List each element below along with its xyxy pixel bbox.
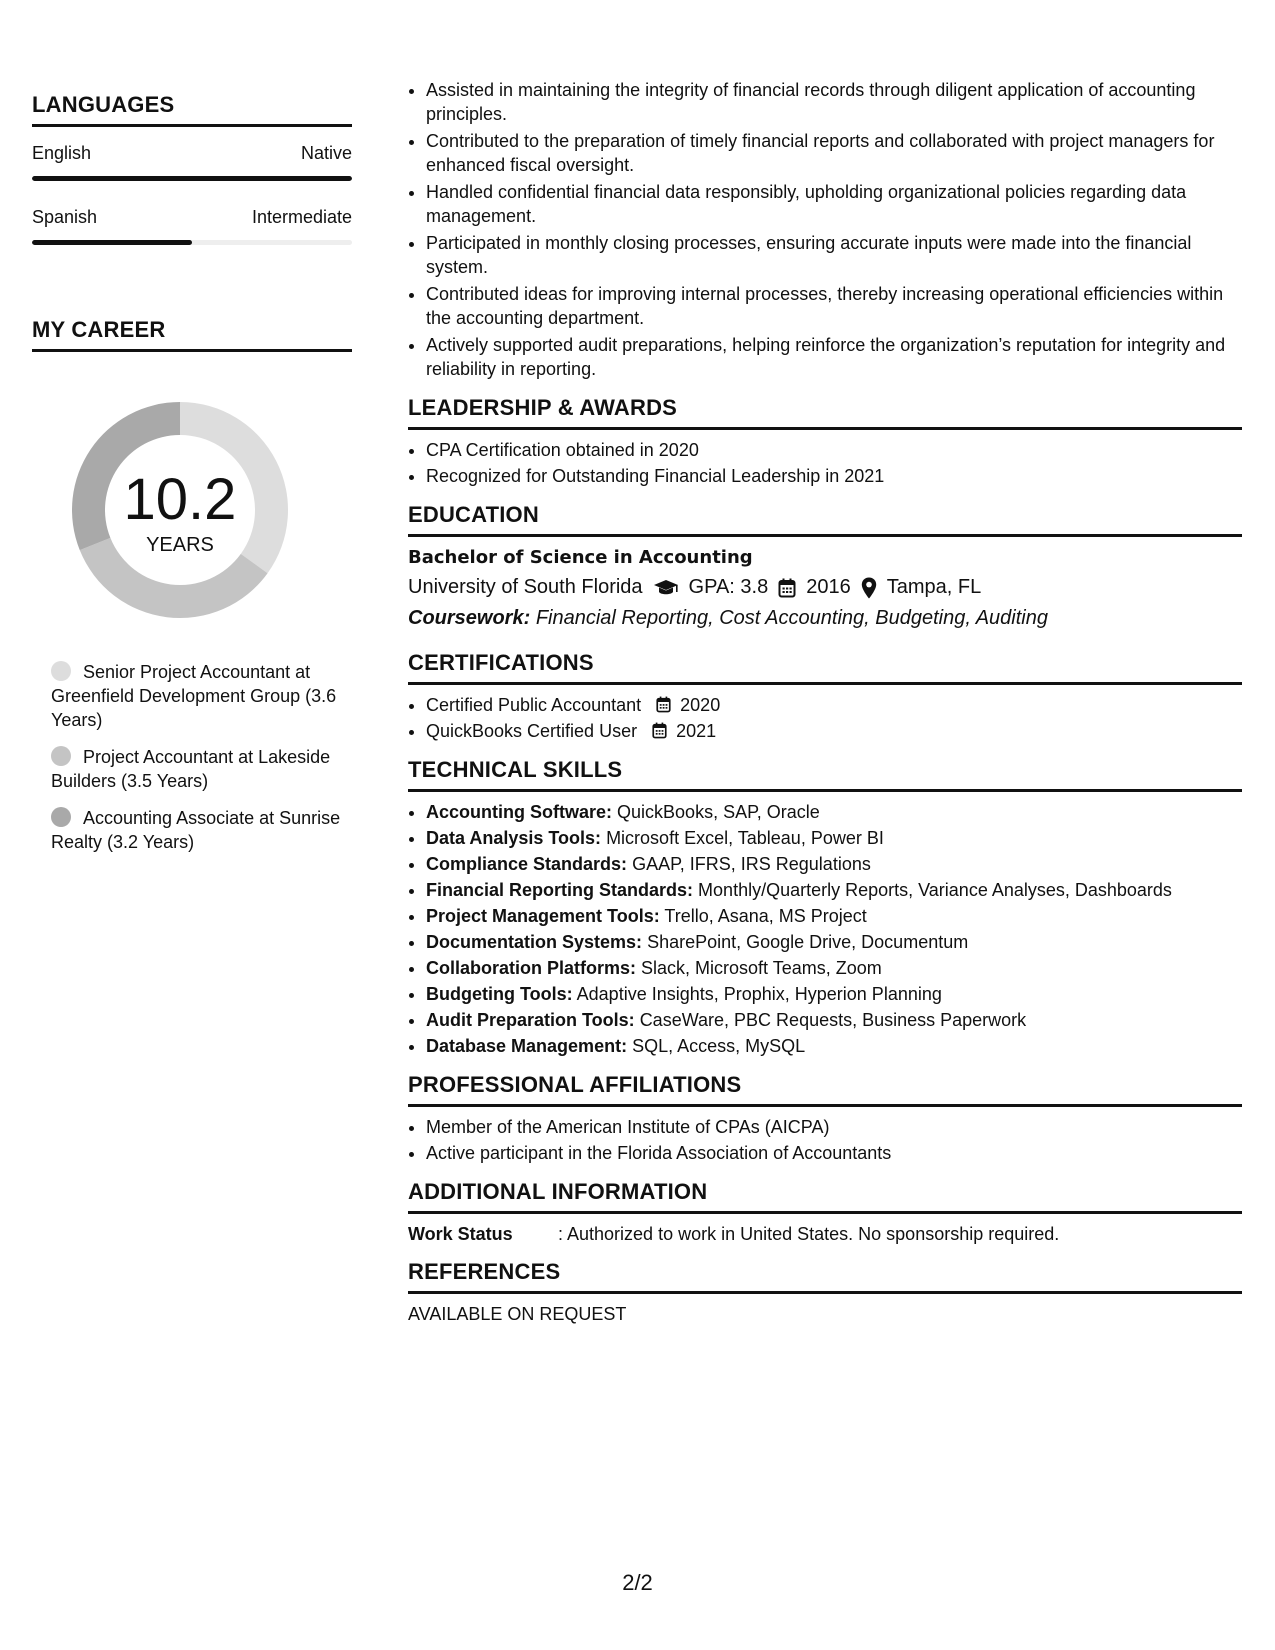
skill-value: Monthly/Quarterly Reports, Variance Analyses, Dashboards	[698, 880, 1172, 900]
page-number: 2/2	[622, 1570, 653, 1595]
coursework-list: Financial Reporting, Cost Accounting, Budgeting, Auditing	[535, 607, 1048, 629]
leadership-title: LEADERSHIP & AWARDS	[408, 395, 1242, 430]
career-legend	[32, 660, 352, 854]
experience-bullet: • Contributed ideas for improving internal processes, thereby increasing operational efficiencies within the accounting department.	[426, 282, 1242, 330]
language-item	[32, 143, 352, 181]
skill-value: Adaptive Insights, Prophix, Hyperion Planning	[576, 984, 942, 1004]
legend-dot-icon	[51, 661, 71, 681]
work-status	[408, 1224, 1242, 1245]
leadership-item: • CPA Certification obtained in 2020	[426, 438, 1242, 462]
skill-item	[426, 852, 1242, 876]
map-pin-icon	[861, 577, 877, 599]
skill-item	[426, 878, 1242, 902]
coursework	[408, 607, 1242, 630]
certification-name: QuickBooks Certified User	[426, 721, 638, 741]
legend-dot-icon	[51, 807, 71, 827]
career-legend-item	[51, 660, 352, 732]
certification-item	[426, 719, 1242, 743]
leadership-list	[408, 438, 1242, 488]
graduation-cap-icon	[653, 579, 679, 597]
career-donut-chart	[66, 396, 294, 624]
experience-bullet: • Assisted in maintaining the integrity of financial records through diligent application of accounting principles.	[426, 78, 1242, 126]
education-section	[408, 502, 1242, 630]
skill-item	[426, 982, 1242, 1006]
education-title: EDUCATION	[408, 502, 1242, 537]
certification-item	[426, 693, 1242, 717]
calendar-icon	[778, 578, 796, 598]
leadership-item: • Recognized for Outstanding Financial Leadership in 2021	[426, 464, 1242, 488]
gpa: GPA: 3.8	[688, 576, 769, 598]
skill-item	[426, 956, 1242, 980]
skill-value: QuickBooks, SAP, Oracle	[617, 802, 820, 822]
skill-label: Documentation Systems:	[426, 932, 643, 952]
affiliations-list	[408, 1115, 1242, 1165]
additional-info-title: ADDITIONAL INFORMATION	[408, 1179, 1242, 1214]
right-column	[408, 78, 1242, 1325]
career-legend-label: Accounting Associate at Sunrise Realty (3.2 Years)	[51, 808, 341, 852]
skill-value: GAAP, IFRS, IRS Regulations	[632, 854, 871, 874]
education-details	[408, 576, 1242, 599]
career-legend-label: Senior Project Accountant at Greenfield Development Group (3.6 Years)	[51, 662, 337, 730]
references-text: AVAILABLE ON REQUEST	[408, 1304, 627, 1324]
education-location: Tampa, FL	[886, 576, 982, 598]
certification-name: Certified Public Accountant	[426, 695, 642, 715]
certifications-list	[408, 693, 1242, 743]
skills-list	[408, 800, 1242, 1058]
language-level: Intermediate	[251, 207, 352, 227]
language-level: Native	[300, 143, 352, 163]
skill-label: Budgeting Tools:	[426, 984, 573, 1004]
skill-item	[426, 930, 1242, 954]
language-proficiency-bar	[32, 176, 352, 181]
skill-value: SharePoint, Google Drive, Documentum	[647, 932, 969, 952]
calendar-icon	[652, 722, 667, 739]
additional-info-section	[408, 1179, 1242, 1245]
work-status-value: : Authorized to work in United States. No sponsorship required.	[558, 1224, 1060, 1244]
experience-bullet: • Handled confidential financial data responsibly, upholding organizational policies regarding data management.	[426, 180, 1242, 228]
career-legend-item	[51, 745, 352, 793]
skill-label: Project Management Tools:	[426, 906, 660, 926]
skill-value: Microsoft Excel, Tableau, Power BI	[606, 828, 884, 848]
experience-bullet: • Participated in monthly closing processes, ensuring accurate inputs were made into the financial system.	[426, 231, 1242, 279]
skill-item	[426, 1008, 1242, 1032]
degree-title: Bachelor of Science in Accounting	[408, 547, 753, 568]
references-title: REFERENCES	[408, 1259, 1242, 1294]
left-column	[32, 92, 352, 867]
skill-item	[426, 1034, 1242, 1058]
skill-label: Collaboration Platforms:	[426, 958, 637, 978]
career-legend-item	[51, 806, 352, 854]
languages-title: LANGUAGES	[32, 92, 352, 127]
career-total-years: 10.2	[123, 467, 237, 532]
leadership-section	[408, 395, 1242, 488]
language-name: English	[32, 143, 92, 163]
language-item	[32, 207, 352, 245]
certification-year: 2021	[676, 721, 717, 741]
work-status-label: Work Status	[408, 1224, 513, 1244]
affiliations-title: PROFESSIONAL AFFILIATIONS	[408, 1072, 1242, 1107]
references-section	[408, 1259, 1242, 1325]
school-name: University of South Florida	[408, 576, 643, 598]
skill-value: Trello, Asana, MS Project	[664, 906, 867, 926]
skill-label: Accounting Software:	[426, 802, 613, 822]
skill-value: SQL, Access, MySQL	[632, 1036, 806, 1056]
skill-label: Database Management:	[426, 1036, 628, 1056]
language-name: Spanish	[32, 207, 98, 227]
language-proficiency-bar	[32, 240, 352, 245]
experience-bullet: • Actively supported audit preparations, helping reinforce the organization’s reputation for integrity and reliability in reporting.	[426, 333, 1242, 381]
career-total-unit: YEARS	[146, 534, 214, 556]
affiliations-section	[408, 1072, 1242, 1165]
skill-label: Compliance Standards:	[426, 854, 628, 874]
certifications-title: CERTIFICATIONS	[408, 650, 1242, 685]
experience-bullet: • Contributed to the preparation of timely financial reports and collaborated with project managers for enhanced fiscal oversight.	[426, 129, 1242, 177]
career-title: MY CAREER	[32, 317, 352, 352]
skill-label: Audit Preparation Tools:	[426, 1010, 635, 1030]
skills-title: TECHNICAL SKILLS	[408, 757, 1242, 792]
skill-item	[426, 800, 1242, 824]
skill-item	[426, 904, 1242, 928]
language-proficiency-fill	[32, 176, 352, 181]
career-legend-label: Project Accountant at Lakeside Builders (3.5 Years)	[51, 747, 331, 791]
language-proficiency-fill	[32, 240, 192, 245]
skill-value: CaseWare, PBC Requests, Business Paperwork	[639, 1010, 1027, 1030]
certifications-section	[408, 650, 1242, 743]
skill-value: Slack, Microsoft Teams, Zoom	[641, 958, 882, 978]
skill-item	[426, 826, 1242, 850]
coursework-label: Coursework:	[408, 607, 531, 629]
certification-year: 2020	[680, 695, 721, 715]
legend-dot-icon	[51, 746, 71, 766]
graduation-year: 2016	[806, 576, 851, 598]
calendar-icon	[656, 696, 671, 713]
skill-label: Data Analysis Tools:	[426, 828, 602, 848]
skills-section	[408, 757, 1242, 1058]
affiliation-item: • Member of the American Institute of CPAs (AICPA)	[426, 1115, 1242, 1139]
experience-bullets	[408, 78, 1242, 381]
affiliation-item: • Active participant in the Florida Association of Accountants	[426, 1141, 1242, 1165]
skill-label: Financial Reporting Standards:	[426, 880, 694, 900]
